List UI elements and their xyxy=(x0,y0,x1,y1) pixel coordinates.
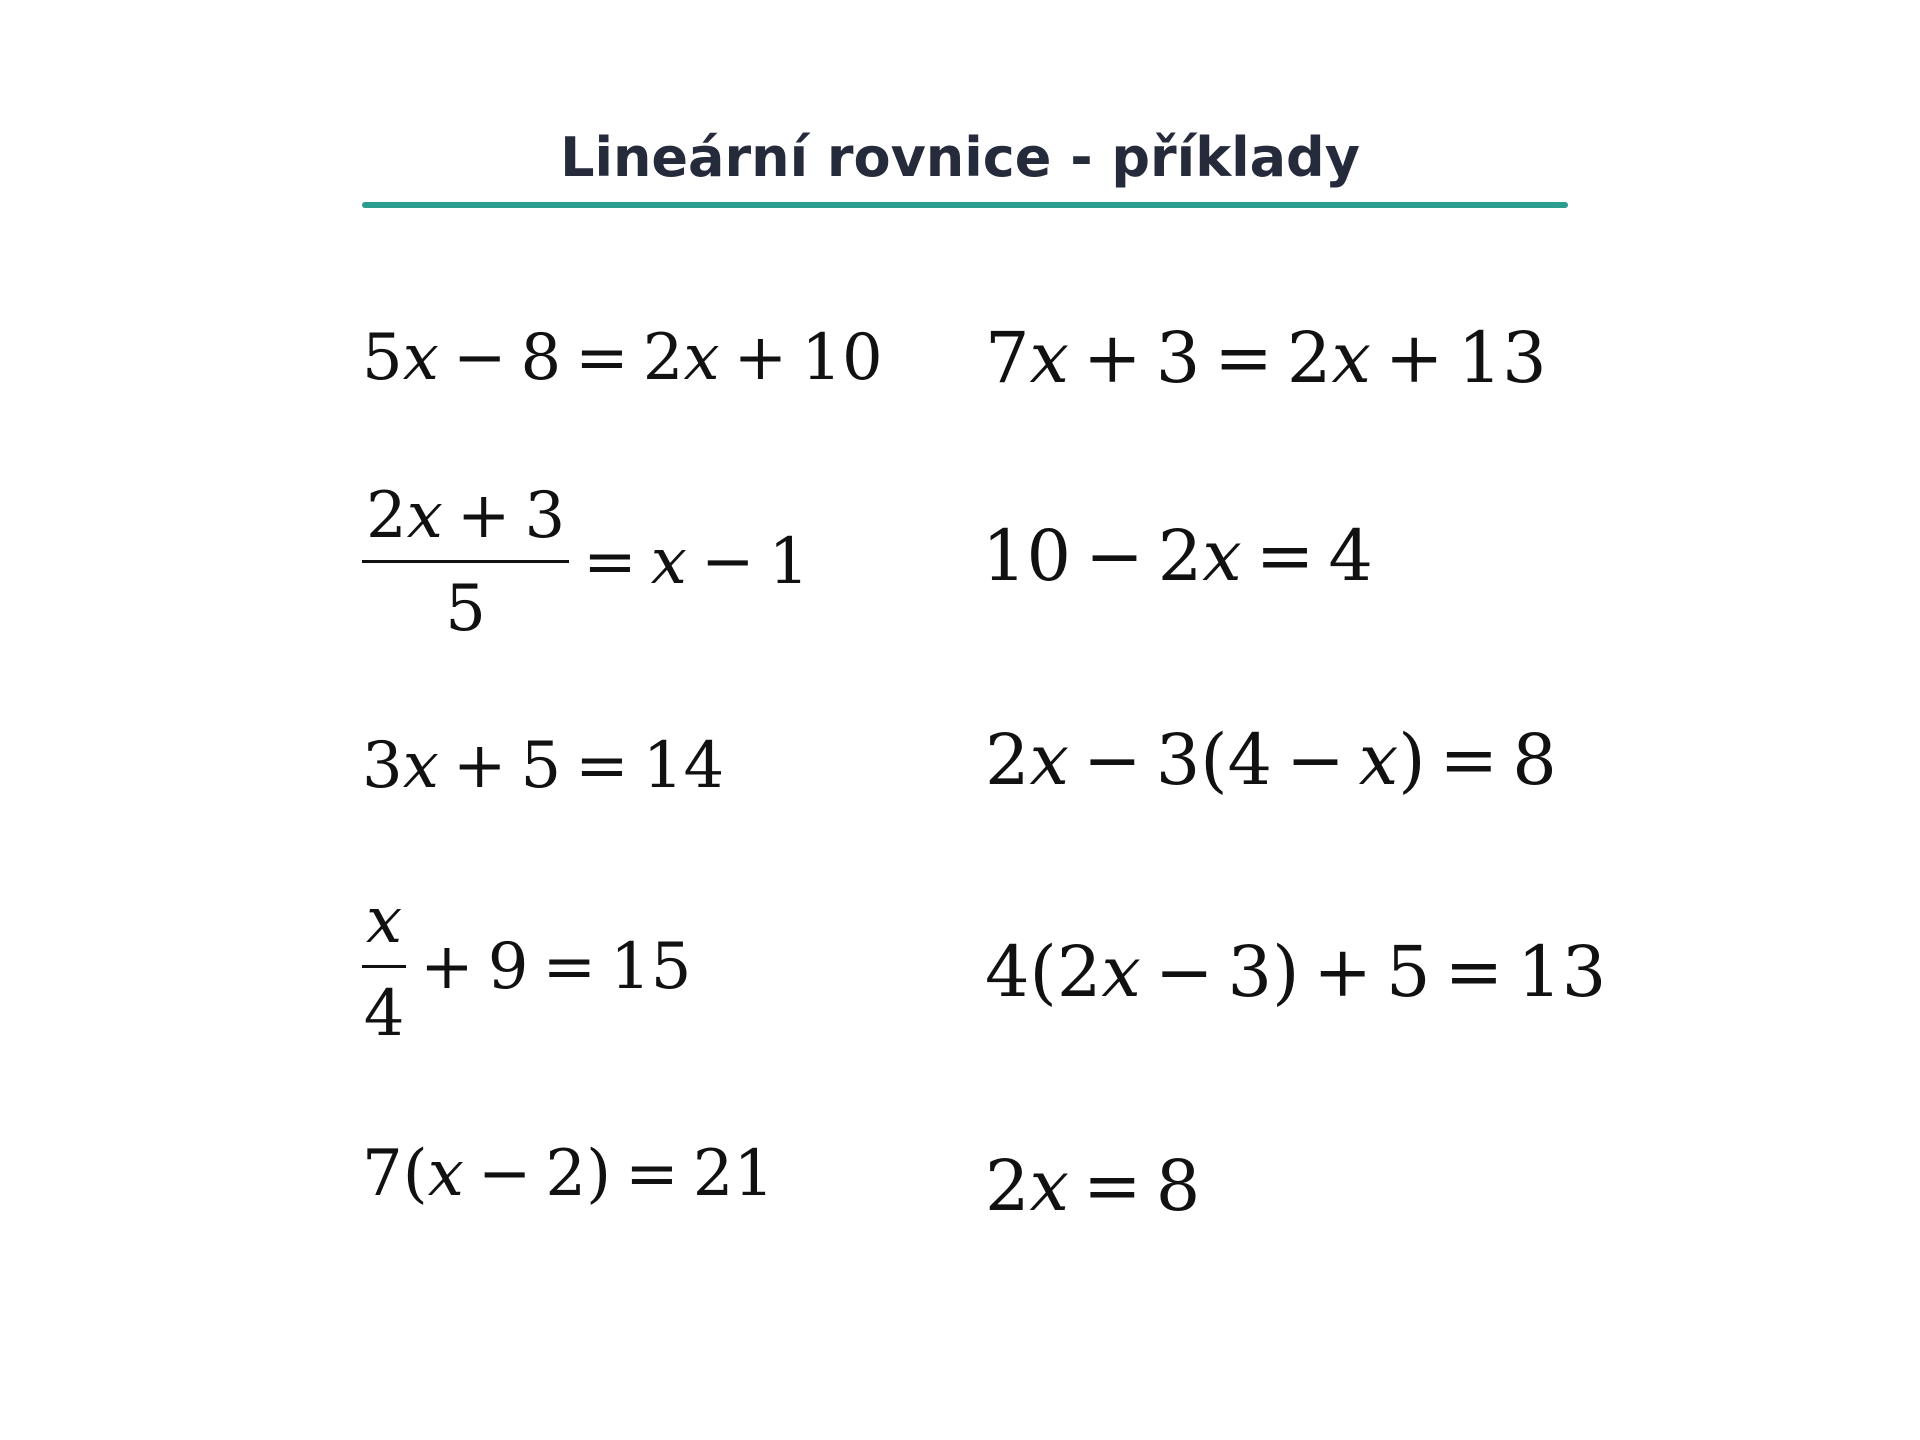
equation-right-3 xyxy=(985,718,1557,802)
math-number: 8 xyxy=(520,321,562,395)
math-number: 2) xyxy=(545,1137,612,1211)
math-variable: x xyxy=(1029,317,1070,399)
math-variable: x xyxy=(1029,719,1070,801)
math-operator: − xyxy=(1085,515,1144,597)
math-variable: x xyxy=(1202,515,1242,597)
math-operator: = xyxy=(1214,317,1273,399)
math-operator: = xyxy=(1444,931,1504,1013)
equation-left-3 xyxy=(362,730,724,802)
math-number: 4 xyxy=(1328,515,1373,597)
math-operator: = xyxy=(575,321,629,395)
math-number: 10 xyxy=(801,321,883,395)
equation-left-1 xyxy=(362,322,883,394)
equation-right-4 xyxy=(985,930,1606,1014)
math-operator: = xyxy=(1439,719,1499,801)
math-fraction xyxy=(362,478,569,646)
equation-left-4 xyxy=(362,883,692,1051)
equation-left-5 xyxy=(362,1134,774,1214)
math-operator: + xyxy=(1313,931,1373,1013)
math-number: 15 xyxy=(610,930,692,1004)
math-number: 2 xyxy=(1157,515,1203,597)
math-operator: − xyxy=(700,525,755,599)
fraction-denominator: 5 xyxy=(445,571,486,646)
math-fraction xyxy=(362,883,406,1051)
math-operator: = xyxy=(1083,1145,1142,1227)
math-operator: + xyxy=(452,729,507,803)
math-operator: − xyxy=(477,1137,532,1211)
math-number: 8 xyxy=(1155,1145,1201,1227)
math-number: 14 xyxy=(642,729,725,803)
math-operator: = xyxy=(625,1137,679,1211)
page-title: Lineární rovnice - příklady xyxy=(560,126,1360,189)
math-number: 2 xyxy=(985,1145,1030,1227)
title-divider xyxy=(362,202,1568,208)
math-number: 2 xyxy=(985,719,1030,801)
math-number: 3(4 xyxy=(1155,719,1273,801)
equation-right-5 xyxy=(985,1145,1201,1227)
math-operator: = xyxy=(542,930,597,1004)
math-number: 3) xyxy=(1227,931,1300,1013)
math-operator: − xyxy=(1154,931,1214,1013)
math-number: 2 xyxy=(1286,317,1332,399)
math-variable: x xyxy=(406,478,443,553)
math-operator: + xyxy=(456,478,511,553)
math-variable: x xyxy=(1358,719,1399,801)
math-variable: x xyxy=(650,525,687,599)
math-operator: − xyxy=(452,321,507,395)
math-number: 1 xyxy=(768,525,810,599)
math-operator: − xyxy=(1286,719,1345,801)
math-variable: x xyxy=(427,1137,464,1211)
math-number: 3 xyxy=(1155,317,1201,399)
math-number: 7 xyxy=(985,317,1030,399)
fraction-numerator xyxy=(362,478,569,560)
math-operator: = xyxy=(1255,515,1315,597)
math-number: 2 xyxy=(642,321,684,395)
math-number: 5 xyxy=(1386,931,1431,1013)
math-variable: x xyxy=(366,883,403,958)
math-operator: + xyxy=(1384,317,1444,399)
math-variable: x xyxy=(683,321,720,395)
math-number: 4(2 xyxy=(985,931,1102,1013)
math-variable: x xyxy=(1331,317,1371,399)
math-number: 21 xyxy=(692,1137,775,1211)
math-number: 7( xyxy=(362,1137,428,1211)
math-variable: x xyxy=(1029,1145,1070,1227)
math-number: 9 xyxy=(487,930,529,1004)
math-variable: x xyxy=(1101,931,1141,1013)
math-number: 13 xyxy=(1517,931,1607,1013)
math-operator: = xyxy=(583,525,637,599)
math-operator: − xyxy=(1083,719,1142,801)
equation-right-1 xyxy=(985,317,1547,399)
math-number: 3 xyxy=(362,729,403,803)
math-operator: + xyxy=(1083,317,1142,399)
math-number: 5 xyxy=(362,321,403,395)
math-number: 3 xyxy=(524,478,566,553)
fraction-numerator xyxy=(362,883,406,965)
math-operator: + xyxy=(733,321,788,395)
math-number: 5 xyxy=(520,729,562,803)
equation-right-2 xyxy=(982,515,1373,597)
math-number: 8 xyxy=(1512,719,1557,801)
math-number: 13 xyxy=(1457,317,1547,399)
math-number: 2 xyxy=(366,478,407,553)
math-operator: + xyxy=(420,930,474,1004)
math-variable: x xyxy=(402,321,439,395)
math-variable: x xyxy=(402,729,439,803)
math-number: ) xyxy=(1398,719,1426,801)
equation-left-2 xyxy=(362,478,810,646)
math-number: 10 xyxy=(982,515,1072,597)
fraction-denominator: 4 xyxy=(363,976,405,1051)
math-operator: = xyxy=(575,729,629,803)
